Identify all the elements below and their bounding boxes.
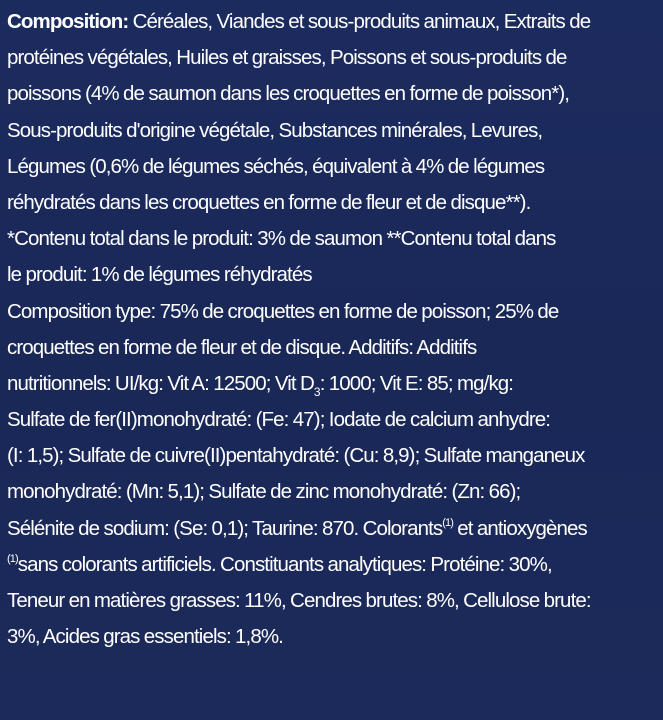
- composition-heading: Composition:: [7, 10, 129, 33]
- total-content-line-1: *Contenu total dans le produit: 3% de saumon **Contenu total dans: [7, 227, 556, 251]
- colorants-text-b: et antioxygènes: [453, 516, 587, 540]
- composition-line-3: poissons (4% de saumon dans les croquettes en forme de poisson*),: [7, 82, 570, 106]
- composition-type-line-2: croquettes en forme de fleur et de disque. Additifs: Additifs: [7, 335, 477, 359]
- analytical-line-3: 3%, Acides gras essentiels: 1,8%.: [7, 625, 283, 649]
- additives-line-2: Sulfate de fer(II)monohydraté: (Fe: 47); Iodate de calcium anhydre:: [7, 408, 551, 432]
- composition-text: Céréales, Viandes et sous-produits animaux, Extraits de: [128, 10, 591, 33]
- composition-line-6: réhydratés dans les croquettes en forme de fleur et de disque**).: [7, 190, 531, 214]
- composition-line-2: protéines végétales, Huiles et graisses, Poissons et sous-produits de: [7, 46, 567, 70]
- additives-line-3: (I: 1,5); Sulfate de cuivre(II)pentahydraté: (Cu: 8,9); Sulfate manganeux: [7, 444, 585, 468]
- total-content-line-2: le produit: 1% de légumes réhydratés: [7, 263, 312, 287]
- colorants-text-a: Sélénite de sodium: (Se: 0,1); Taurine: 870. Colorants: [7, 516, 443, 540]
- composition-line-5: Légumes (0,6% de légumes séchés, équivalent à 4% de légumes: [7, 154, 545, 178]
- additives-line-1: [7, 366, 657, 402]
- footnote-mark: (1): [442, 516, 453, 529]
- analytical-line-2: Teneur en matières grasses: 11%, Cendres brutes: 8%, Cellulose brute:: [7, 589, 591, 612]
- additives-line-4: monohydraté: (Mn: 5,1); Sulfate de zinc monohydraté: (Zn: 66);: [7, 480, 521, 504]
- vitamin-text-a: nutritionnels: UI/kg: Vit A: 12500; Vit D: [7, 371, 314, 395]
- vitamin-text-b: : 1000; Vit E: 85; mg/kg:: [319, 371, 514, 395]
- footnote-mark-2: (1): [7, 552, 18, 565]
- composition-line-4: Sous-produits d'origine végétale, Substances minérales, Levures,: [7, 118, 543, 142]
- composition-type-line-1: Composition type: 75% de croquettes en forme de poisson; 25% de: [7, 299, 559, 323]
- additives-line-5: [7, 511, 657, 547]
- vitamin-d-subscript: 3: [313, 384, 320, 399]
- composition-line-1: [7, 4, 657, 40]
- analytical-text: sans colorants artificiels. Constituants analytiques: Protéine: 30%,: [17, 552, 552, 576]
- analytical-line-1: [7, 547, 657, 583]
